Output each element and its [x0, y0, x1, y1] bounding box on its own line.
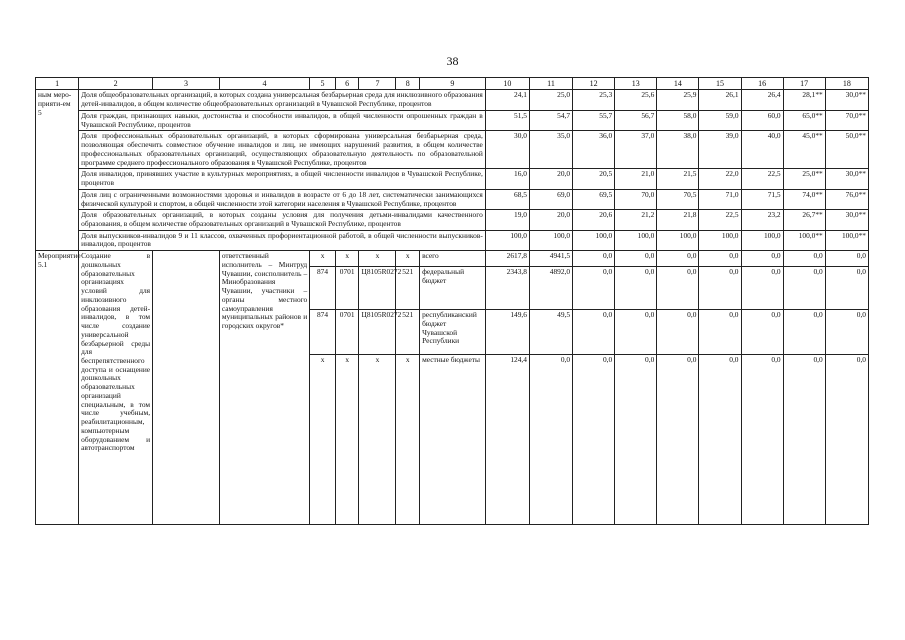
funding-value: 0,0 [825, 267, 868, 310]
budget-code-c8: x [396, 251, 420, 267]
indicator-row [36, 189, 869, 209]
indicator-row [36, 169, 869, 189]
indicator-value: 26,1 [699, 90, 741, 110]
indicator-value: 38,0 [657, 131, 699, 169]
indicator-value: 71,5 [741, 189, 783, 209]
indicator-value: 100,0** [783, 230, 825, 250]
indicator-row [36, 131, 869, 169]
column-number-cell: 14 [657, 78, 699, 90]
column-number-cell: 15 [699, 78, 741, 90]
indicator-row [36, 230, 869, 250]
indicator-value: 51,5 [485, 110, 529, 130]
indicator-value: 76,0** [825, 189, 868, 209]
indicator-value: 50,0** [825, 131, 868, 169]
column-number-cell: 18 [825, 78, 868, 90]
indicator-value: 22,0 [699, 169, 741, 189]
funding-value: 0,0 [825, 251, 868, 267]
indicator-value: 21,0 [615, 169, 657, 189]
budget-code-c5: x [310, 251, 336, 267]
column-number-cell: 17 [783, 78, 825, 90]
indicator-value: 24,1 [485, 90, 529, 110]
column-number-cell: 6 [335, 78, 359, 90]
indicator-row [36, 210, 869, 230]
column-number-cell: 10 [485, 78, 529, 90]
indicator-text: Доля граждан, признающих навыки, достоинства и способности инвалидов, в общей численности опрошенных граждан в Чувашской Республике, процентов [79, 110, 486, 130]
funding-value: 0,0 [783, 267, 825, 310]
indicator-value: 30,0** [825, 210, 868, 230]
indicator-value: 100,0** [825, 230, 868, 250]
measure-row [36, 251, 869, 267]
indicator-value: 30,0** [825, 169, 868, 189]
budget-code-c7: x [359, 251, 396, 267]
indicator-value: 20,6 [573, 210, 615, 230]
funding-value: 2343,8 [485, 267, 529, 310]
budget-code-c7: Ц8105R0272 [359, 267, 396, 310]
funding-value: 0,0 [573, 267, 615, 310]
indicator-text: Доля инвалидов, принявших участие в культурных мероприятиях, в общей численности инвалидов в Чувашской Республике, процентов [79, 169, 486, 189]
indicator-value: 25,9 [657, 90, 699, 110]
budget-code-c5: x [310, 355, 336, 525]
budget-code-c6: x [335, 355, 359, 525]
funding-value: 0,0 [741, 267, 783, 310]
indicator-value: 100,0 [741, 230, 783, 250]
indicator-value: 100,0 [699, 230, 741, 250]
funding-value: 0,0 [573, 310, 615, 355]
budget-code-c6: 0701 [335, 310, 359, 355]
column-number-cell: 4 [219, 78, 309, 90]
funding-value: 0,0 [699, 310, 741, 355]
indicator-value: 74,0** [783, 189, 825, 209]
indicator-value: 25,0 [529, 90, 572, 110]
funding-value: 0,0 [615, 251, 657, 267]
budget-code-c7: x [359, 355, 396, 525]
indicator-value: 54,7 [529, 110, 572, 130]
funding-source: всего [420, 251, 486, 267]
indicator-value: 22,5 [699, 210, 741, 230]
funding-source: местные бюджеты [420, 355, 486, 525]
indicator-value: 20,0 [529, 210, 572, 230]
funding-value: 0,0 [615, 267, 657, 310]
indicator-value: 58,0 [657, 110, 699, 130]
column-number-cell: 9 [420, 78, 486, 90]
column-number-cell: 2 [79, 78, 153, 90]
indicator-value: 37,0 [615, 131, 657, 169]
budget-code-c5: 874 [310, 310, 336, 355]
indicator-value: 20,0 [529, 169, 572, 189]
indicator-value: 70,0** [825, 110, 868, 130]
indicator-value: 23,2 [741, 210, 783, 230]
indicator-value: 35,0 [529, 131, 572, 169]
funding-value: 0,0 [615, 355, 657, 525]
column-number-cell: 16 [741, 78, 783, 90]
budget-code-c5: 874 [310, 267, 336, 310]
budget-code-c7: Ц8105R0272 [359, 310, 396, 355]
funding-value: 0,0 [825, 310, 868, 355]
funding-value: 0,0 [615, 310, 657, 355]
indicator-value: 69,5 [573, 189, 615, 209]
column-number-cell: 8 [396, 78, 420, 90]
indicator-row [36, 90, 869, 110]
indicator-value: 59,0 [699, 110, 741, 130]
indicator-value: 25,6 [615, 90, 657, 110]
indicator-value: 100,0 [485, 230, 529, 250]
indicator-value: 26,4 [741, 90, 783, 110]
indicator-value: 30,0 [485, 131, 529, 169]
funding-value: 0,0 [783, 355, 825, 525]
indicator-value: 28,1** [783, 90, 825, 110]
indicator-text: Доля образовательных организаций, в которых созданы условия для получения детьми-инвалидами качественного образования, в общем количестве образовательных организаций в Чувашской Республике, процентов [79, 210, 486, 230]
indicator-value: 55,7 [573, 110, 615, 130]
measure-description: Создание в дошкольных образовательных организациях условий для инклюзивного образования детей-инвалидов, в том числе создание универсальной безбарьерной среды для беспрепятственного доступа и оснащение дошкольных образовательных организаций специальным, в том числе учебным, реабилитационным, компьютерным оборудованием и автотранспортом [79, 251, 153, 525]
column-number-cell: 1 [36, 78, 79, 90]
indicator-value: 21,5 [657, 169, 699, 189]
indicator-value: 65,0** [783, 110, 825, 130]
funding-value: 0,0 [657, 251, 699, 267]
indicator-text: Доля общеобразовательных организаций, в которых создана универсальная безбарьерная среда для инклюзивного образования детей-инвалидов, в общем количестве общеобразовательных организаций в Чувашской Республике, процентов [79, 90, 486, 110]
indicator-value: 45,0** [783, 131, 825, 169]
indicator-value: 68,5 [485, 189, 529, 209]
funding-value: 0,0 [699, 251, 741, 267]
indicator-value: 19,0 [485, 210, 529, 230]
funding-value: 49,5 [529, 310, 572, 355]
indicator-value: 26,7** [783, 210, 825, 230]
budget-code-c6: 0701 [335, 267, 359, 310]
column-number-cell: 3 [153, 78, 220, 90]
indicator-text: Доля лиц с ограниченными возможностями здоровья и инвалидов в возрасте от 6 до 18 лет, систематически занимающихся физической культурой и спортом, в общей численности этой категории населения в Чувашской Республике, процентов [79, 189, 486, 209]
indicator-value: 100,0 [529, 230, 572, 250]
funding-value: 0,0 [741, 310, 783, 355]
program-table [35, 77, 869, 525]
column-number-cell: 5 [310, 78, 336, 90]
funding-value: 0,0 [741, 355, 783, 525]
measure-executor: ответственный исполнитель – Минтруд Чувашии, соисполнитель – Минобразования Чувашии, участники – органы местного самоуправления муниципальных районов и городских округов* [219, 251, 309, 525]
indicator-value: 70,5 [657, 189, 699, 209]
indicator-value: 25,0** [783, 169, 825, 189]
funding-value: 0,0 [573, 355, 615, 525]
indicator-value: 71,0 [699, 189, 741, 209]
indicator-value: 20,5 [573, 169, 615, 189]
column-number-row [36, 78, 869, 90]
indicator-value: 39,0 [699, 131, 741, 169]
funding-value: 0,0 [783, 310, 825, 355]
funding-value: 4892,0 [529, 267, 572, 310]
funding-value: 0,0 [529, 355, 572, 525]
budget-code-c6: x [335, 251, 359, 267]
funding-value: 0,0 [657, 355, 699, 525]
indicator-value: 70,0 [615, 189, 657, 209]
funding-value: 0,0 [657, 310, 699, 355]
funding-value: 0,0 [741, 251, 783, 267]
indicator-value: 22,5 [741, 169, 783, 189]
funding-value: 124,4 [485, 355, 529, 525]
indicator-value: 40,0 [741, 131, 783, 169]
indicator-value: 21,8 [657, 210, 699, 230]
indicator-text: Доля выпускников-инвалидов 9 и 11 классов, охваченных профориентационной работой, в общей численности выпускников-инвалидов, процентов [79, 230, 486, 250]
column-number-cell: 11 [529, 78, 572, 90]
column-number-cell: 7 [359, 78, 396, 90]
indicator-row [36, 110, 869, 130]
budget-code-c8: 521 [396, 310, 420, 355]
indicator-value: 69,0 [529, 189, 572, 209]
indicator-value: 21,2 [615, 210, 657, 230]
funding-source: федеральный бюджет [420, 267, 486, 310]
funding-source: республиканский бюджет Чувашской Республики [420, 310, 486, 355]
funding-value: 0,0 [699, 267, 741, 310]
column-number-cell: 13 [615, 78, 657, 90]
funding-value: 2617,8 [485, 251, 529, 267]
indicator-value: 36,0 [573, 131, 615, 169]
indicator-value: 25,3 [573, 90, 615, 110]
budget-code-c8: x [396, 355, 420, 525]
indicator-value: 16,0 [485, 169, 529, 189]
measure-empty-cell [153, 251, 220, 525]
indicator-value: 100,0 [573, 230, 615, 250]
budget-code-c8: 521 [396, 267, 420, 310]
funding-value: 0,0 [699, 355, 741, 525]
funding-value: 0,0 [573, 251, 615, 267]
funding-value: 149,6 [485, 310, 529, 355]
funding-value: 0,0 [657, 267, 699, 310]
indicator-value: 30,0** [825, 90, 868, 110]
indicator-value: 56,7 [615, 110, 657, 130]
indicator-value: 100,0 [615, 230, 657, 250]
measure-label: Мероприятие 5.1 [36, 251, 79, 525]
indicator-value: 60,0 [741, 110, 783, 130]
section-label: ным меро-прияти-ем 5 [36, 90, 79, 251]
funding-value: 4941,5 [529, 251, 572, 267]
indicator-text: Доля профессиональных образовательных организаций, в которых сформирована универсальная безбарьерная среда, позволяющая обеспечить совместное обучение инвалидов и лиц, не имеющих нарушений развития, в общем количестве профессиональных образовательных организаций, осуществляющих образовательную деятельность по образовательной программе среднего профессионального образования в Чувашской Республике, процентов [79, 131, 486, 169]
page-number: 38 [446, 54, 459, 68]
funding-value: 0,0 [825, 355, 868, 525]
column-number-cell: 12 [573, 78, 615, 90]
funding-value: 0,0 [783, 251, 825, 267]
indicator-value: 100,0 [657, 230, 699, 250]
